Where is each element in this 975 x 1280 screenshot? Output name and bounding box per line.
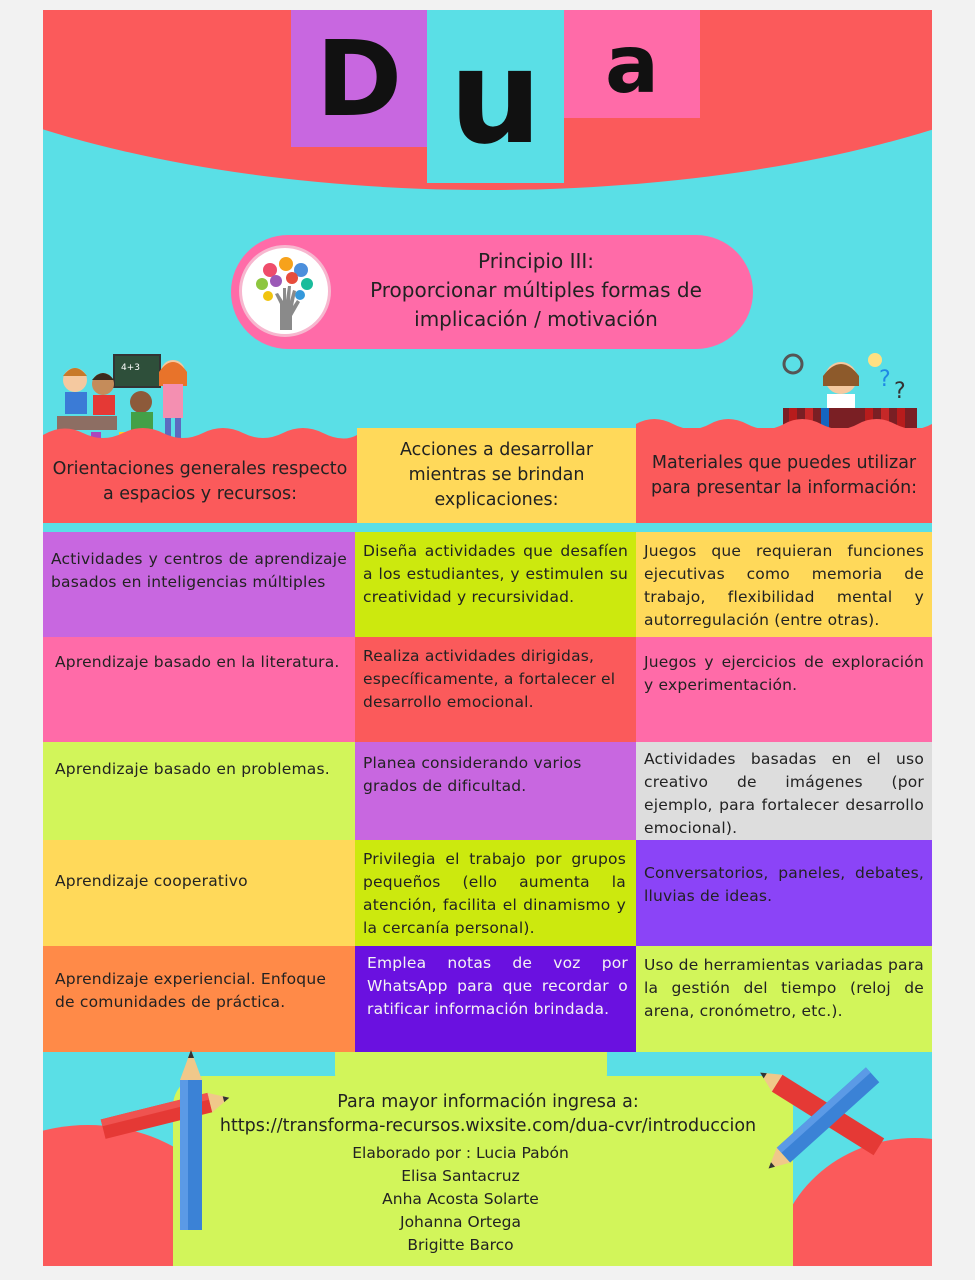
- row-4-material-text: Conversatorios, paneles, debates, lluvias de ideas.: [644, 864, 924, 905]
- row-4-accion: [355, 840, 636, 946]
- footer-info-line: Para mayor información ingresa a:: [337, 1092, 639, 1112]
- credit-line: Elaborado por : Lucia Pabón: [352, 1144, 569, 1162]
- principle-line-2: Proporcionar múltiples formas de: [370, 278, 702, 302]
- title-letter-u: u: [427, 10, 564, 183]
- header-orientaciones: [43, 440, 357, 523]
- svg-text:?: ?: [894, 379, 906, 404]
- row-5-orientacion-text: Aprendizaje experiencial. Enfoque de comunidades de práctica.: [55, 970, 327, 1011]
- header-acciones: [357, 428, 636, 523]
- principle-line-3: implicación / motivación: [414, 307, 658, 331]
- row-1-orientacion: [43, 532, 355, 637]
- row-3-accion: [355, 742, 636, 840]
- principle-title: Principio III:: [478, 249, 594, 273]
- row-1-orientacion-text: Actividades y centros de aprendizaje basados en inteligencias múltiples: [51, 550, 347, 591]
- row-5-accion-text: Emplea notas de voz por WhatsApp para que recordar o ratificar información brindada.: [367, 954, 628, 1018]
- header-wave-left: [43, 423, 357, 445]
- principle-text: [336, 247, 736, 334]
- row-2-orientacion-text: Aprendizaje basado en la literatura.: [55, 653, 340, 671]
- header-materiales: [636, 428, 932, 523]
- row-3-accion-text: Planea considerando varios grados de dificultad.: [363, 754, 582, 795]
- svg-text:?: ?: [879, 367, 891, 392]
- row-5-material: [636, 946, 932, 1052]
- header-wave-right: [636, 414, 932, 434]
- title-letter-d: D: [291, 10, 427, 147]
- pencils-left-icon: [83, 1040, 243, 1240]
- hand-icons-logo: [239, 245, 331, 337]
- header-orientaciones-label: Orientaciones generales respecto a espacios y recursos:: [52, 458, 348, 504]
- title-letter-a: a: [564, 10, 700, 118]
- row-3-material-text: Actividades basadas en el uso creativo de imágenes (por ejemplo, para fortalecer desarrollo emocional).: [644, 750, 924, 837]
- row-3-orientacion-text: Aprendizaje basado en problemas.: [55, 760, 330, 778]
- row-1-material-text: Juegos que requieran funciones ejecutivas como memoria de trabajo, flexibilidad mental y autorregulación (entre otras).: [644, 542, 924, 629]
- row-4-orientacion-text: Aprendizaje cooperativo: [55, 872, 248, 890]
- row-4-accion-text: Privilegia el trabajo por grupos pequeños (ello aumenta la atención, facilita el dinamismo y la cercanía personal).: [363, 850, 626, 937]
- row-5-orientacion: [43, 946, 355, 1052]
- row-3-orientacion: [43, 742, 355, 840]
- header-acciones-label: Acciones a desarrollar mientras se brindan explicaciones:: [399, 440, 594, 510]
- principle-banner: [231, 235, 753, 349]
- row-2-material-text: Juegos y ejercicios de exploración y experimentación.: [644, 653, 924, 694]
- credit-line: Anha Acosta Solarte: [382, 1190, 539, 1208]
- footer-url-link[interactable]: https://transforma-recursos.wixsite.com/dua-cvr/introduccion: [219, 1116, 757, 1136]
- row-2-accion-text: Realiza actividades dirigidas, específicamente, a fortalecer el desarrollo emocional.: [363, 647, 616, 711]
- dua-poster: [43, 10, 932, 1266]
- header-materiales-label: Materiales que puedes utilizar para presentar la información:: [650, 452, 918, 498]
- row-5-material-text: Uso de herramientas variadas para la gestión del tiempo (reloj de arena, cronómetro, etc.).: [644, 956, 924, 1020]
- credit-line: Elisa Santacruz: [401, 1167, 520, 1185]
- credit-line: Brigitte Barco: [407, 1236, 514, 1254]
- credit-line: Johanna Ortega: [400, 1213, 521, 1231]
- footer-credits: [273, 1142, 648, 1257]
- row-4-orientacion: [43, 840, 355, 946]
- row-2-orientacion: [43, 637, 355, 742]
- footer-info: [173, 1090, 803, 1138]
- svg-text:4+3: 4+3: [121, 363, 140, 373]
- row-1-material: [636, 532, 932, 637]
- row-1-accion-text: Diseña actividades que desafíen a los estudiantes, y estimulen su creatividad y recursividad.: [363, 542, 628, 606]
- row-4-material: [636, 840, 932, 946]
- row-3-material: [636, 742, 932, 840]
- row-1-accion: [355, 532, 636, 637]
- row-5-accion: [355, 946, 636, 1052]
- row-2-material: [636, 637, 932, 742]
- row-2-accion: [355, 637, 636, 742]
